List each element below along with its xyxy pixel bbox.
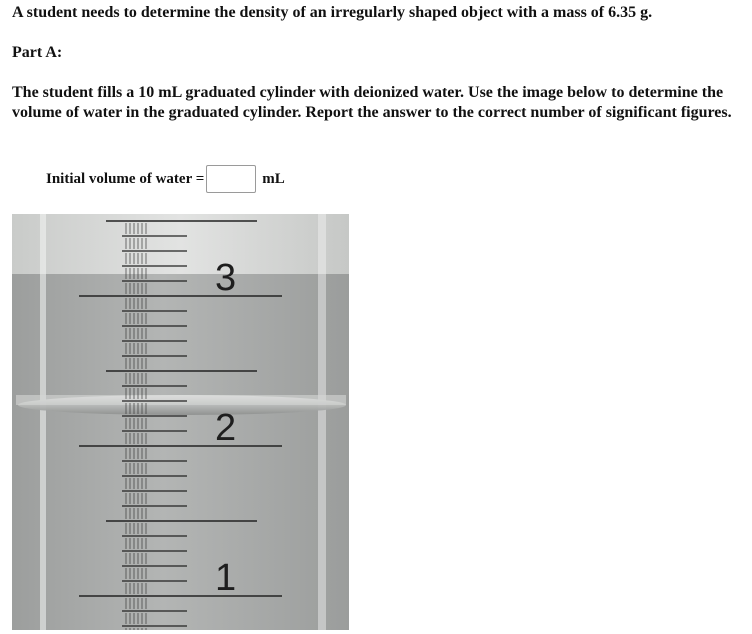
answer-row [46, 163, 285, 195]
meniscus-band [16, 395, 346, 405]
answer-label: Initial volume of water = [46, 170, 205, 187]
answer-unit: mL [262, 170, 285, 187]
scale-label-1: 1 [215, 557, 237, 599]
glass-left-edge [40, 214, 46, 630]
graduated-cylinder-image [12, 214, 349, 630]
part-label: Part A: [12, 44, 63, 61]
graduated-cylinder [12, 214, 349, 630]
glass-right-edge [318, 214, 326, 630]
water-column [12, 274, 349, 630]
question-intro: A student needs to determine the density of an irregularly shaped object with a mass of 6.35 g. [12, 4, 653, 21]
question-body: The student fills a 10 mL graduated cylinder with deionized water. Use the image below to determine the volume of water in the graduated cylinder. Report the answer to the correct number of significant figures. [12, 84, 732, 121]
volume-input[interactable] [206, 165, 256, 193]
scale-label-3: 3 [215, 257, 237, 299]
scale-label-2: 2 [215, 407, 237, 449]
